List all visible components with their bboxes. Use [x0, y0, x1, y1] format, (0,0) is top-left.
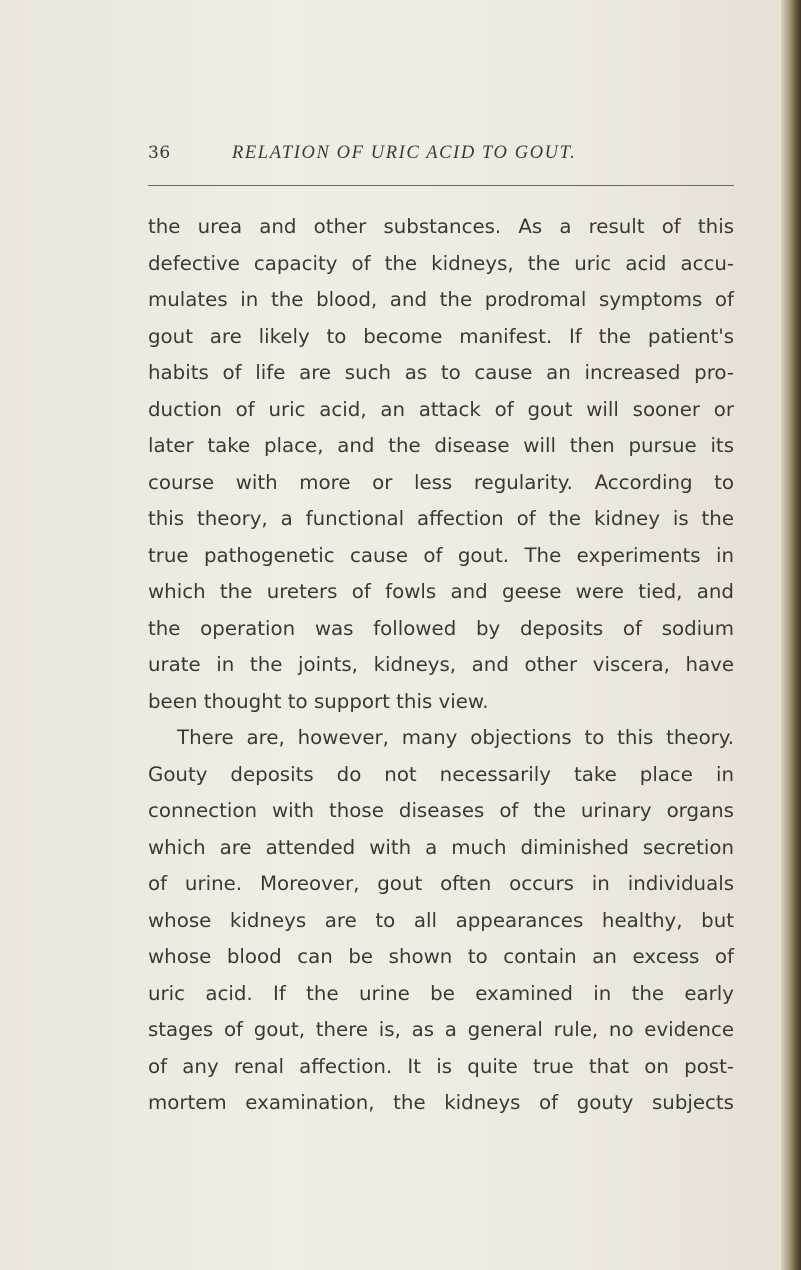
- text-line: been thought to support this view.: [148, 689, 489, 713]
- text-line: this theory, a functional affection of the kidney is the: [148, 507, 734, 530]
- text-line: urate in the joints, kidneys, and other viscera, have: [148, 653, 734, 676]
- text-line: whose blood can be shown to contain an excess of: [148, 945, 734, 968]
- page-number: 36: [148, 143, 171, 163]
- text-line: later take place, and the disease will then pursue its: [148, 434, 734, 457]
- text-line: defective capacity of the kidneys, the uric acid accu-: [148, 251, 734, 275]
- text-line: connection with those diseases of the urinary organs: [148, 799, 734, 822]
- text-line: of urine. Moreover, gout often occurs in individuals: [148, 872, 734, 895]
- header-rule: [148, 185, 734, 186]
- text-line: whose kidneys are to all appearances healthy, but: [148, 908, 734, 932]
- text-line: There are, however, many objections to this theory.: [177, 726, 734, 749]
- page-edge-shadow: [781, 0, 801, 1270]
- text-line: gout are likely to become manifest. If the patient's: [148, 324, 734, 348]
- running-title: RELATION OF URIC ACID TO GOUT.: [232, 143, 577, 163]
- text-line: which the ureters of fowls and geese were tied, and: [148, 580, 734, 603]
- text-line: true pathogenetic cause of gout. The experiments in: [148, 543, 734, 567]
- text-line: which are attended with a much diminished secretion: [148, 835, 734, 859]
- text-line: the operation was followed by deposits of sodium: [148, 616, 734, 640]
- running-head: [148, 143, 708, 179]
- text-line: course with more or less regularity. According to: [148, 470, 734, 494]
- text-line: Gouty deposits do not necessarily take place in: [148, 762, 734, 786]
- body-text: [148, 209, 734, 1122]
- text-line: habits of life are such as to cause an increased pro-: [148, 361, 734, 384]
- text-line: stages of gout, there is, as a general rule, no evidence: [148, 1018, 734, 1041]
- text-line: mortem examination, the kidneys of gouty subjects: [148, 1091, 734, 1114]
- text-line: duction of uric acid, an attack of gout will sooner or: [148, 397, 734, 421]
- text-line: of any renal affection. It is quite true that on post-: [148, 1054, 734, 1078]
- text-line: uric acid. If the urine be examined in the early: [148, 981, 734, 1005]
- text-line: mulates in the blood, and the prodromal symptoms of: [148, 288, 734, 311]
- text-line: the urea and other substances. As a result of this: [148, 215, 734, 238]
